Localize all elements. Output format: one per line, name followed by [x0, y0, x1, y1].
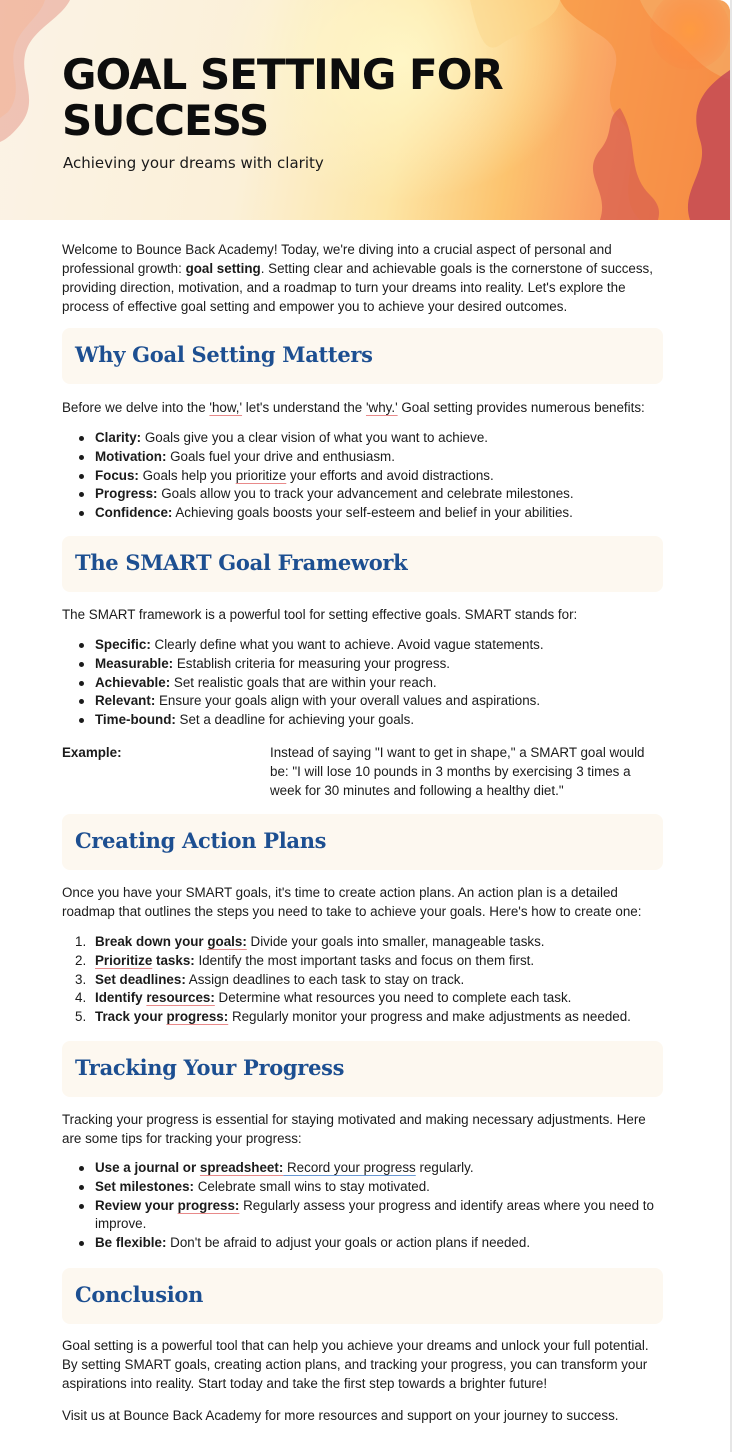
section-heading-smart [62, 536, 663, 592]
list-item-term-underlined: progress: [166, 1009, 229, 1025]
list-item-term: Specific: [95, 637, 151, 652]
page-title: GOAL SETTING FOR SUCCESS [62, 50, 503, 145]
list-item [62, 655, 662, 674]
list-item-term-underlined: goals: [207, 934, 247, 949]
why-lead [62, 398, 662, 417]
list-item-term: Time-bound: [95, 712, 176, 728]
action-steps-list [62, 933, 662, 1027]
smart-criteria-list [62, 636, 662, 730]
why-lead-c: Goal setting provides numerous benefits: [397, 400, 645, 415]
list-item-text: Goals give you a clear vision of what you want to achieve. [141, 430, 488, 445]
list-item [62, 448, 662, 467]
list-item-text: Celebrate small wins to stay motivated. [193, 1178, 430, 1194]
conclusion-paragraph: Goal setting is a powerful tool that can help you achieve your dreams and unlock your full potential. By setting SMART goals, creating action plans, and tracking your progress, you can transform your aspirations into reality. Start today and take the first step towards a brighter future! [62, 1338, 649, 1391]
smart-heading: The SMART Goal Framework [75, 550, 408, 575]
list-item-term-underlined: Prioritize [95, 952, 153, 968]
tracking-heading: Tracking Your Progress [75, 1055, 345, 1080]
intro-text-a: Welcome to Bounce Back Academy! Today, we're diving into a crucial aspect of personal and professional growth: [62, 242, 612, 276]
why-lead-a: Before we delve into the [62, 400, 210, 415]
list-item [62, 1008, 662, 1027]
section-heading-action [62, 814, 663, 870]
list-item-number: 4. [75, 990, 87, 1006]
list-item-text: Goals fuel your drive and enthusiasm. [166, 448, 395, 464]
list-item [62, 952, 662, 971]
list-item [62, 1159, 662, 1178]
why-benefits-list [62, 429, 662, 523]
list-item [62, 1197, 662, 1235]
list-item-text: Ensure your goals align with your overall values and aspirations. [155, 693, 541, 709]
list-item-term: tasks: [152, 952, 195, 968]
list-item-term: Set deadlines: [95, 971, 186, 987]
page-subtitle: Achieving your dreams with clarity [63, 154, 324, 172]
example-label: Example: [62, 745, 122, 760]
list-item-text: your efforts and avoid distractions. [286, 467, 494, 483]
list-item-term: Progress: [95, 486, 158, 502]
list-item-term: Identify [95, 990, 147, 1006]
list-item [62, 692, 662, 711]
closing-paragraph: Visit us at Bounce Back Academy for more resources and support on your journey to success. [62, 1408, 619, 1423]
list-item-text: Regularly monitor your progress and make adjustments as needed. [228, 1009, 631, 1025]
list-item-text: Regularly assess your progress and identify areas where you need to improve. [95, 1197, 654, 1232]
list-item-text: Divide your goals into smaller, manageable tasks. [246, 934, 545, 949]
list-item-term: Relevant: [95, 693, 156, 709]
list-item [62, 989, 662, 1008]
list-item-term: Track your [95, 1009, 167, 1025]
section-heading-tracking [62, 1041, 663, 1097]
list-item-text: Don't be afraid to adjust your goals or action plans if needed. [166, 1235, 531, 1251]
list-item-text: Achieving goals boosts your self-esteem and belief in your abilities. [172, 505, 573, 521]
list-item-term: Be flexible: [95, 1235, 167, 1251]
list-item-number: 3. [75, 971, 87, 987]
list-item [62, 711, 662, 730]
intro-paragraph [62, 240, 662, 316]
list-item [62, 1234, 662, 1253]
list-item-text: Identify the most important tasks and focus on them first. [194, 952, 535, 968]
list-item-term: Focus: [95, 467, 139, 483]
tracking-lead: Tracking your progress is essential for staying motivated and making necessary adjustments. Here are some tips for tracking your progress: [62, 1112, 646, 1146]
list-item-text-underlined: prioritize [235, 467, 287, 483]
list-item-text: Goals allow you to track your advancement and celebrate milestones. [157, 486, 574, 502]
list-item-text-underlined: Record your progress [283, 1160, 416, 1175]
list-item [62, 485, 662, 504]
list-item-term: Clarity: [95, 430, 142, 445]
list-item-term-underlined: progress: [177, 1197, 240, 1213]
list-item-term: Achievable: [95, 674, 171, 690]
why-heading: Why Goal Setting Matters [75, 342, 373, 367]
list-item-term: Use a journal or [95, 1160, 200, 1175]
tracking-tips-list [62, 1159, 662, 1253]
list-item-text: regularly. [415, 1160, 474, 1175]
list-item [62, 636, 662, 655]
list-item-number: 2. [75, 952, 87, 968]
list-item [62, 467, 662, 486]
intro-text-b: . Setting clear and achievable goals is the cornerstone of success, providing direction, motivation, and a roadmap to turn your dreams into reality. Let's explore the process of effective goal setting and empower you to achieve your desired outcomes. [62, 261, 653, 314]
list-item-text: Set a deadline for achieving your goals. [175, 712, 415, 728]
smart-lead: The SMART framework is a powerful tool for setting effective goals. SMART stands for: [62, 607, 578, 622]
action-heading: Creating Action Plans [75, 828, 327, 853]
intro-bold: goal setting [185, 261, 261, 276]
list-item-text: Goals help you [138, 467, 236, 483]
list-item-term: Break down your [95, 934, 208, 949]
section-heading-why [62, 328, 663, 384]
list-item [62, 429, 662, 448]
list-item [62, 1178, 662, 1197]
list-item-text: Clearly define what you want to achieve. Avoid vague statements. [150, 637, 544, 652]
list-item-term-underlined: resources: [146, 990, 215, 1006]
why-lead-how: 'how,' [209, 400, 243, 415]
list-item [62, 933, 662, 952]
list-item-term: Confidence: [95, 505, 173, 521]
list-item [62, 971, 662, 990]
list-item-number: 5. [75, 1009, 87, 1025]
list-item [62, 674, 662, 693]
section-heading-conclusion [62, 1268, 663, 1324]
list-item-text: Assign deadlines to each task to stay on track. [185, 971, 465, 987]
conclusion-heading: Conclusion [75, 1282, 204, 1307]
list-item-term: Set milestones: [95, 1178, 194, 1194]
why-lead-why: 'why.' [365, 400, 398, 415]
list-item [62, 504, 662, 523]
why-lead-b: let's understand the [242, 400, 366, 415]
list-item-term: Review your [95, 1197, 178, 1213]
list-item-text: Set realistic goals that are within your reach. [170, 674, 437, 690]
example-text: Instead of saying "I want to get in shape," a SMART goal would be: "I will lose 10 pounds in 3 months by exercising 3 times a week for 30 minutes and following a healthy diet." [270, 745, 645, 798]
list-item-term: Measurable: [95, 655, 174, 671]
list-item-term: Motivation: [95, 448, 167, 464]
action-lead: Once you have your SMART goals, it's time to create action plans. An action plan is a detailed roadmap that outlines the steps you need to take to achieve your goals. Here's how to create one: [62, 885, 642, 919]
list-item-text: Determine what resources you need to complete each task. [214, 990, 572, 1006]
list-item-text: Establish criteria for measuring your progress. [173, 655, 450, 671]
list-item-term-underlined: spreadsheet: [199, 1160, 284, 1175]
header-banner [0, 0, 730, 220]
list-item-number: 1. [75, 934, 87, 949]
